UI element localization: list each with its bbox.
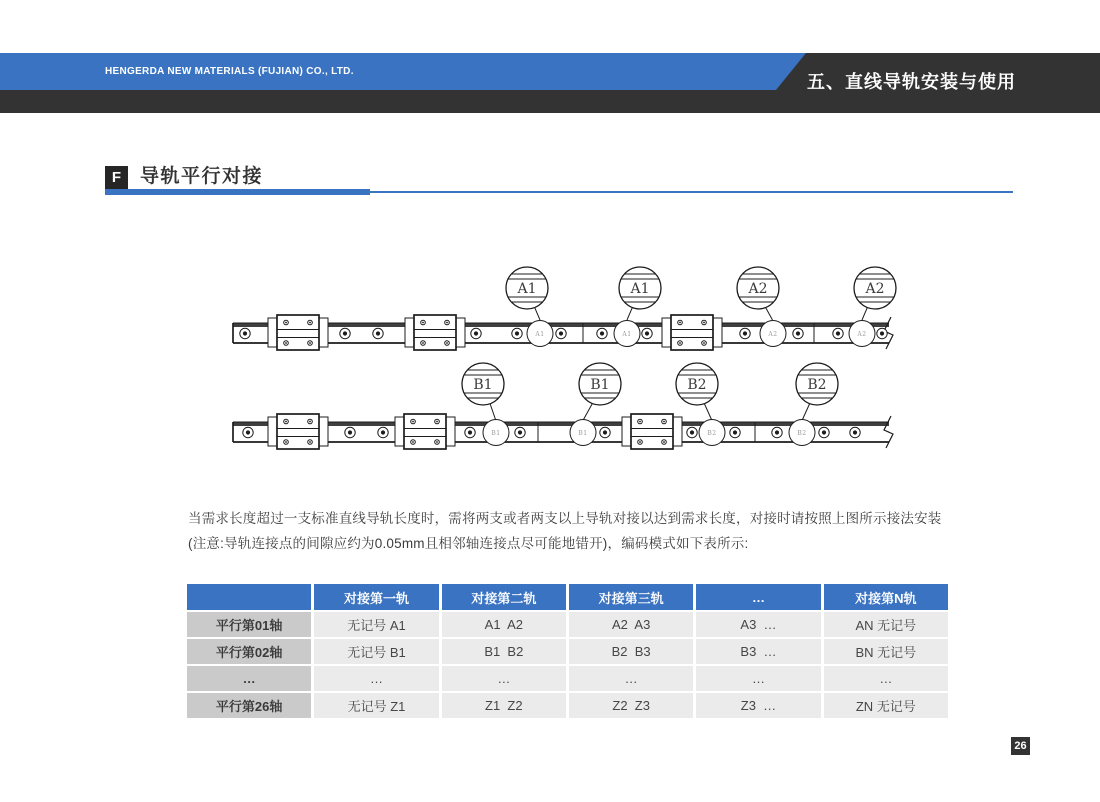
balloon-label: A2: [748, 281, 768, 297]
description-paragraph: [188, 506, 978, 556]
rail-mark-label: B2: [707, 429, 717, 437]
carriage-block: [662, 315, 722, 350]
table-cell: A3 …: [696, 612, 820, 637]
carriage-block: [395, 414, 455, 449]
carriage-block: [268, 315, 328, 350]
rail-joint-diagram: [215, 255, 915, 470]
table-cell: 无记号 Z1: [314, 693, 438, 718]
chapter-title: 五、直线导轨安装与使用: [807, 72, 1016, 92]
balloon-label: B1: [473, 377, 493, 393]
balloon-label: B2: [807, 377, 827, 393]
top-balloons: [506, 267, 896, 320]
section-marker: F: [105, 166, 128, 189]
description-line-1: 当需求长度超过一支标准直线导轨长度时，需将两支或者两支以上导轨对接以达到需求长度，对接时请按照上图所示接法安装: [188, 511, 942, 526]
table-cell: ZN 无记号: [824, 693, 948, 718]
table-cell: B1 B2: [442, 639, 566, 664]
rail-mark-label: A1: [535, 330, 545, 338]
table-header-cell: 对接第三轨: [569, 584, 693, 610]
table-cell: …: [824, 666, 948, 691]
table-cell: …: [442, 666, 566, 691]
table-cell: A2 A3: [569, 612, 693, 637]
table-header-cell: …: [696, 584, 820, 610]
table-cell: …: [314, 666, 438, 691]
table-cell: B3 …: [696, 639, 820, 664]
rail-coding-table: [187, 584, 948, 718]
balloon-label: B1: [590, 377, 610, 393]
table-cell: 无记号 A1: [314, 612, 438, 637]
table-cell: AN 无记号: [824, 612, 948, 637]
table-cell: …: [696, 666, 820, 691]
table-cell: BN 无记号: [824, 639, 948, 664]
rail-mark-label: A2: [768, 330, 778, 338]
table-cell: B2 B3: [569, 639, 693, 664]
balloon-label: A1: [630, 281, 650, 297]
description-line-2: (注意:导轨连接点的间隙应约为0.05mm且相邻轴连接点尽可能地错开)，编码模式如下表所示:: [188, 536, 749, 551]
rail-mark-label: B1: [491, 429, 501, 437]
table-cell: Z1 Z2: [442, 693, 566, 718]
title-underline-thin: [370, 191, 1013, 193]
table-cell: …: [569, 666, 693, 691]
section-title: 导轨平行对接: [140, 166, 264, 187]
company-name: HENGERDA NEW MATERIALS (FUJIAN) CO., LTD.: [105, 66, 354, 77]
table-cell: Z3 …: [696, 693, 820, 718]
rail-mark-label: B1: [578, 429, 588, 437]
table-row-label: 平行第02轴: [187, 639, 311, 664]
table-header-cell: 对接第N轨: [824, 584, 948, 610]
rail-mark-label: A1: [622, 330, 632, 338]
carriage-block: [622, 414, 682, 449]
table-cell: 无记号 B1: [314, 639, 438, 664]
balloon-label: B2: [687, 377, 707, 393]
bottom-balloons: [462, 363, 838, 420]
table-row-label: …: [187, 666, 311, 691]
table-header-cell: 对接第一轨: [314, 584, 438, 610]
carriage-block: [268, 414, 328, 449]
table-cell: A1 A2: [442, 612, 566, 637]
balloon-label: A1: [517, 281, 537, 297]
bottom-rail: [233, 414, 893, 449]
banner-dark-strip: [0, 90, 1100, 113]
carriage-block: [405, 315, 465, 350]
table-row-label: 平行第01轴: [187, 612, 311, 637]
table-cell: Z2 Z3: [569, 693, 693, 718]
table-header-cell: [187, 584, 311, 610]
balloon-label: A2: [865, 281, 885, 297]
table-header-cell: 对接第二轨: [442, 584, 566, 610]
top-rail: [233, 315, 893, 350]
table-row-label: 平行第26轴: [187, 693, 311, 718]
rail-mark-label: A2: [857, 330, 867, 338]
rail-mark-label: B2: [797, 429, 807, 437]
page-number-badge: 26: [1011, 737, 1030, 755]
title-underline-thick: [105, 189, 370, 195]
